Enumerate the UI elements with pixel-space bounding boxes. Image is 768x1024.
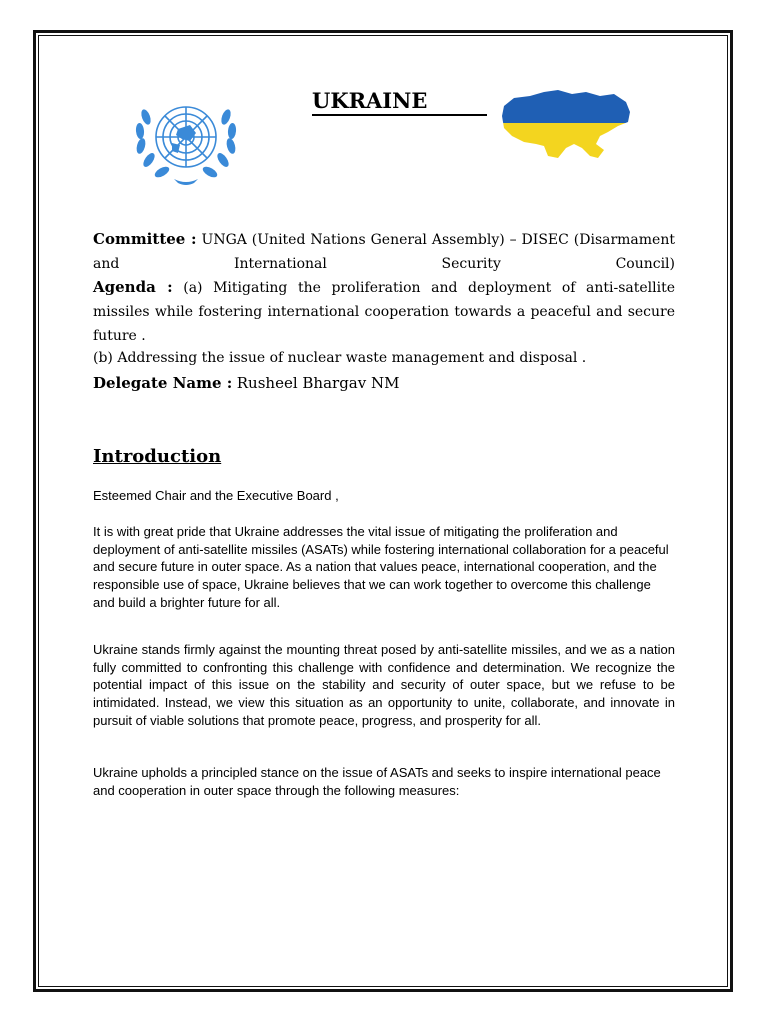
agenda-item-a: (a) Mitigating the proliferation and deployment of anti-satellite missiles while fostering international cooperation towards a peaceful and secure future . (93, 280, 675, 344)
committee-value: UNGA (United Nations General Assembly) – DISEC (Disarmament and International Security Council) (93, 232, 675, 272)
intro-paragraph-2: Ukraine stands firmly against the mounting threat posed by anti-satellite missiles, and we as a nation fully committed to confronting this challenge with confidence and determination. We recognize the potential impact of this issue on the stability and security of outer space, but we refuse to be intimidated. Instead, we view this situation as an opportunity to unite, collaborate, and innovate in pursuit of viable solutions that promote peace, progress, and prosperity for all. (93, 642, 675, 728)
intro-paragraph-3: Ukraine upholds a principled stance on the issue of ASATs and seeks to inspire international peace and cooperation in outer space through the following measures: (93, 765, 661, 798)
page-title: UKRAINE (312, 88, 487, 116)
delegate-label: Delegate Name : (93, 374, 233, 392)
agenda-item-b: (b) Addressing the issue of nuclear waste management and disposal . (93, 350, 587, 366)
intro-paragraph-1: It is with great pride that Ukraine addresses the vital issue of mitigating the proliferation and deployment of anti-satellite missiles (ASATs) while fostering international collaboration for a peaceful and secure future in outer space. As a nation that values peace, international cooperation, and the responsible use of space, Ukraine believes that we can work together to overcome this challenge and build a brighter future for all. (93, 524, 669, 610)
agenda-label: Agenda : (93, 278, 173, 296)
ukraine-flag-map-icon (500, 86, 634, 168)
section-heading-introduction: Introduction (93, 446, 222, 467)
delegate-value: Rusheel Bhargav NM (236, 374, 400, 392)
salutation: Esteemed Chair and the Executive Board , (93, 488, 339, 503)
un-emblem-icon (128, 95, 244, 187)
delegate-block (93, 371, 675, 396)
committee-block (93, 227, 675, 276)
agenda-block (93, 275, 675, 348)
committee-label: Committee : (93, 230, 197, 248)
